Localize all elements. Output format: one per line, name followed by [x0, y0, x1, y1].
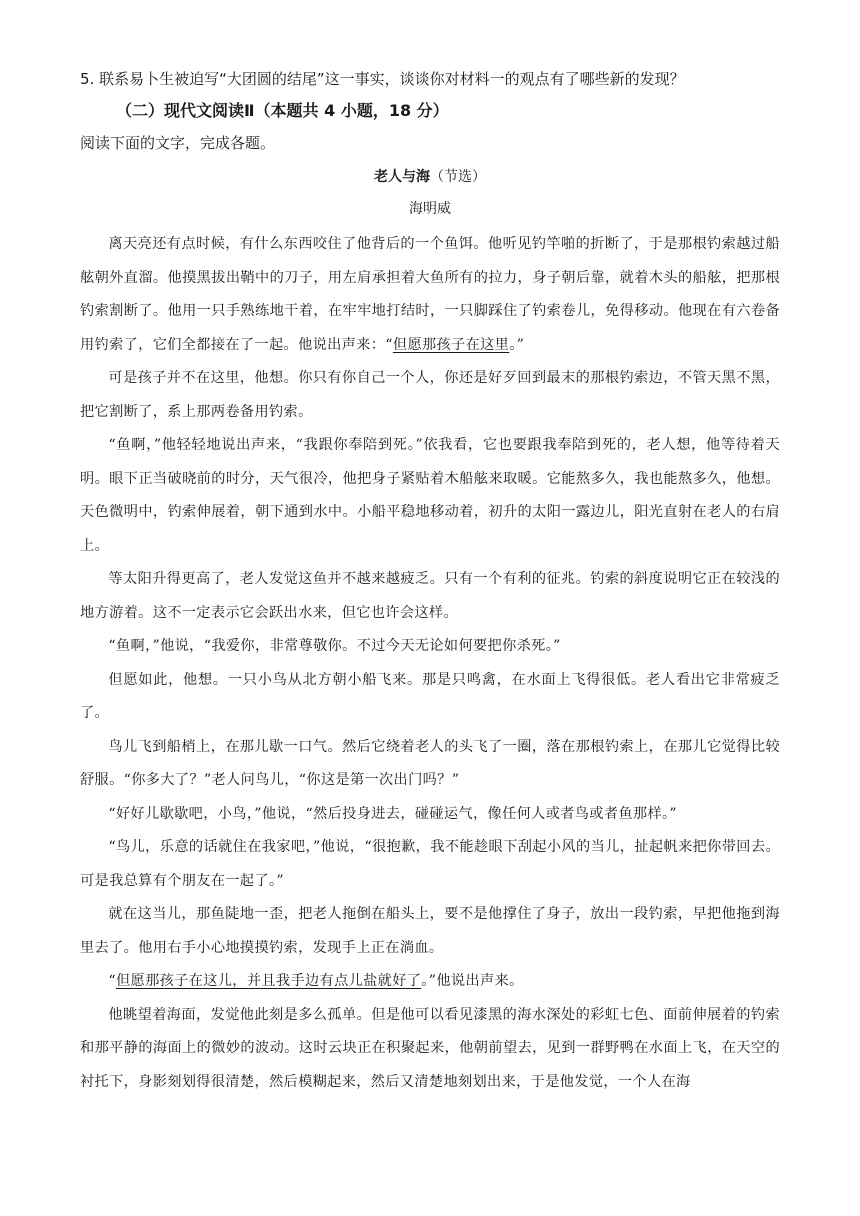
article-paragraph: [80, 362, 780, 429]
article-paragraph: [80, 965, 780, 999]
article-paragraph: [80, 630, 780, 664]
paragraph-text: “鱼啊，”他说，“我爱你，非常尊敬你。不过今天无论如何要把你杀死。”: [108, 638, 561, 654]
article-author: 海明威: [409, 201, 451, 217]
document-page: [80, 68, 780, 1099]
article-body: [80, 228, 780, 1099]
article-title-text: 老人与海: [374, 169, 430, 185]
article-paragraph: [80, 731, 780, 798]
paragraph-text: 但愿如此，他想。一只小鸟从北方朝小船飞来。那是只鸣禽，在水面上飞得很低。老人看出它非常疲乏了。: [80, 671, 780, 721]
paragraph-text: 鸟儿飞到船梢上，在那儿歇一口气。然后它绕着老人的头飞了一圈，落在那根钓索上，在那儿它觉得比较舒服。“你多大了？”老人问鸟儿，“你这是第一次出门吗？”: [80, 738, 780, 788]
article-paragraph: [80, 228, 780, 362]
reading-instruction: 阅读下面的文字，完成各题。: [80, 134, 276, 152]
underlined-sentence: 但愿那孩子在这儿，并且我手边有点儿盐就好了: [116, 973, 422, 989]
paragraph-text: 。”他说出声来。: [421, 973, 524, 989]
paragraph-text: 离天亮还有点时候，有什么东西咬住了他背后的一个鱼饵。他听见钓竿啪的折断了，于是那根钓索越过船舷朝外直溜。他摸黑拔出鞘中的刀子，用左肩承担着大鱼所有的拉力，身子朝后靠，就着木头的船舷，把那根钓索割断了。他用一只手熟练地干着，在牢牢地打结时，一只脚踩住了钓索卷儿，免得移动。他现在有六卷备用钓索了，它们全都接在了一起。他说出声来：“: [80, 236, 780, 353]
article-title: [80, 166, 780, 188]
article-paragraph: [80, 898, 780, 965]
paragraph-text: 他眺望着海面，发觉他此刻是多么孤单。但是他可以看见漆黑的海水深处的彩虹七色、面前伸展着的钓索和那平静的海面上的微妙的波动。这时云块正在积聚起来，他朝前望去，见到一群野鸭在水面上飞，在天空的衬托下，身影刻划得很清楚，然后模糊起来，然后又清楚地刻划出来，于是他发觉，一个人在海: [80, 1006, 780, 1090]
article-paragraph: [80, 563, 780, 630]
article-paragraph: [80, 429, 780, 563]
paragraph-text: “好好儿歇歇吧，小鸟，”他说，“然后投身进去，碰碰运气，像任何人或者鸟或者鱼那样。”: [108, 805, 678, 822]
question-5: 5. 联系易卜生被迫写“大团圆的结尾”这一事实，谈谈你对材料一的观点有了哪些新的发现？: [80, 70, 685, 88]
paragraph-text: 可是孩子并不在这里，他想。你只有你自己一个人，你还是好歹回到最末的那根钓索边，不管天黑不黑，把它割断了，系上那两卷备用钓索。: [80, 370, 780, 420]
section-heading: （二）现代文阅读Ⅱ（本题共 4 小题，18 分）: [116, 101, 449, 120]
article-title-note: （节选）: [430, 169, 486, 185]
underlined-sentence: 但愿那孩子在这里: [392, 336, 510, 353]
article-paragraph: [80, 831, 780, 898]
paragraph-text: 等太阳升得更高了，老人发觉这鱼并不越来越疲乏。只有一个有利的征兆。钓索的斜度说明它正在较浅的地方游着。这不一定表示它会跃出水来，但它也许会这样。: [80, 571, 780, 621]
article-paragraph: [80, 999, 780, 1100]
paragraph-text: “鱼啊，”他轻轻地说出声来，“我跟你奉陪到死。”依我看，它也要跟我奉陪到死的，老人想，他等待着天明。眼下正当破晓前的时分，天气很冷，他把身子紧贴着木船舷来取暖。它能熬多久，我也能熬多久，他想。天色微明中，钓索伸展着，朝下通到水中。小船平稳地移动着，初升的太阳一露边儿，阳光直射在老人的右肩上。: [80, 437, 780, 554]
paragraph-text: 。”: [509, 336, 525, 353]
paragraph-text: “鸟儿，乐意的话就住在我家吧，”他说，“很抱歉，我不能趁眼下刮起小风的当儿，扯起帆来把你带回去。可是我总算有个朋友在一起了。”: [80, 839, 780, 889]
article-paragraph: [80, 798, 780, 832]
paragraph-text: 就在这当儿，那鱼陡地一歪，把老人拖倒在船头上，要不是他撑住了身子，放出一段钓索，早把他拖到海里去了。他用右手小心地摸摸钓索，发现手上正在淌血。: [80, 906, 780, 956]
paragraph-text: “: [108, 973, 116, 989]
article-paragraph: [80, 664, 780, 731]
